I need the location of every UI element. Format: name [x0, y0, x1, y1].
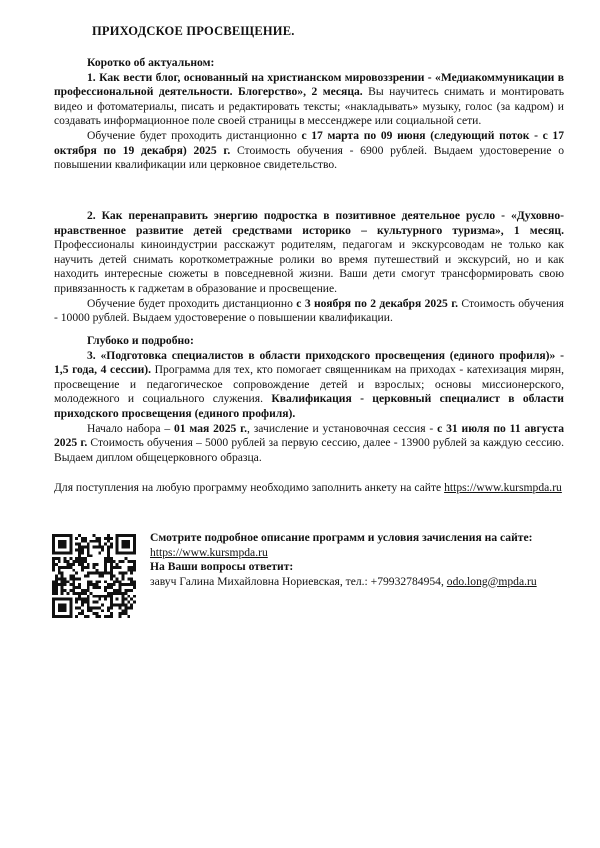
section-long-courses — [54, 334, 564, 465]
section-heading: Коротко об актуальном: — [87, 56, 215, 69]
qr-code-icon[interactable] — [52, 534, 136, 618]
section-short-courses — [54, 56, 564, 173]
contact-heading: Смотрите подробное описание программ и условия зачисления на сайте: — [150, 531, 533, 544]
contact-site-link[interactable]: https://www.kursmpda.ru — [150, 545, 268, 559]
course-1-terms: Обучение будет проходить дистанционно с 17 марта по 09 июня (следующий поток - с 17 октября по 19 декабря) 2025 г. Стоимость обучения - 6900 рублей. Выдаем удостоверение о повышении квалификации или церковное свидетельство. — [54, 128, 564, 172]
section-course-2 — [54, 209, 564, 326]
questions-heading: На Ваши вопросы ответит: — [150, 560, 294, 574]
site-link[interactable]: https://www.kursmpda.ru — [444, 481, 562, 494]
course-1-description: 1. Как вести блог, основанный на христианском мировоззрении - «Медиакоммуникации в профессиональной деятельности. Блогерство», 2 месяца. Вы научитесь снимать и монтировать видео и фотоматериалы, писать и редактировать тексты; «накладывать» музыку, голос (за кадром) и создавать информационное поле своей страницы в мессенджере или социальной сети. — [54, 70, 565, 128]
course-2-terms: Обучение будет проходить дистанционно с 3 ноября по 2 декабря 2025 г. Стоимость обучения - 10000 рублей. Выдаем удостоверение о повышении квалификации. — [54, 296, 564, 325]
section-heading: Глубоко и подробно: — [87, 334, 194, 347]
course-3-description: 3. «Подготовка специалистов в области приходского просвещения (единого профиля)» - 1,5 года, 4 сессии). Программа для тех, кто помогает священникам на приходах - катехизация мирян, просвещение и педагогическое сопровождение детей и взрослых; основы миссионерского, молодежного и социального служения. Квалификация - церковный специалист в области приходского просвещения (единого профиля). — [54, 348, 564, 420]
course-2-description: 2. Как перенаправить энергию подростка в позитивное деятельное русло - «Духовно-нравственное развитие детей средствами историко – культурного туризма», 1 месяц. Профессионалы киноиндустрии расскажут родителям, педагогам и экскурсоводам не только как научить детей снимать короткометражные ролики во время путешествий и экскурсий, но и как находить интересные сюжеты в повседневной жизни. Ваши дети смогут трансформировать свою привязанность к гаджетам в образование и просвещение. — [54, 209, 564, 295]
application-note: Для поступления на любую программу необходимо заполнить анкету на сайте https://www.kursmpda.ru — [54, 481, 562, 494]
contact-block — [150, 531, 570, 589]
contact-person: завуч Галина Михайловна Нориевская, тел.: +79932784954, — [150, 574, 447, 588]
page-title: ПРИХОДСКОЕ ПРОСВЕЩЕНИЕ. — [92, 24, 295, 38]
course-3-terms: Начало набора – 01 мая 2025 г., зачисление и установочная сессия - с 31 июля по 11 августа 2025 г. Стоимость обучения – 5000 рублей за первую сессию, далее - 13900 рублей за каждую сессию. Выдаем диплом общецерковного образца. — [54, 421, 565, 464]
contact-email-link[interactable]: odo.long@mpda.ru — [446, 574, 537, 588]
